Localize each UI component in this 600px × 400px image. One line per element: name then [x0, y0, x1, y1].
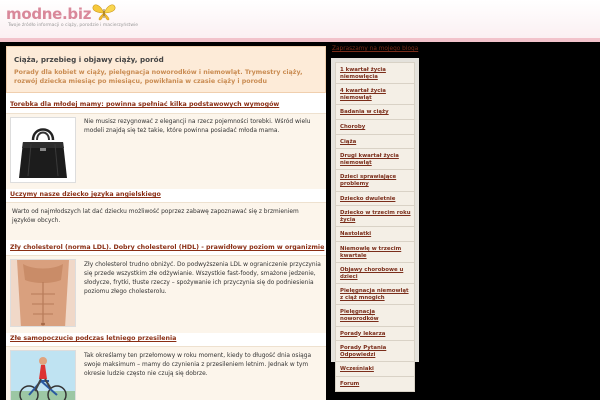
main-column: [6, 46, 326, 400]
article-title-link[interactable]: Torebka dla młodej mamy: powinna spełniać kilka podstawowych wymogów: [10, 101, 280, 108]
torso-icon: [11, 260, 75, 327]
article-item: [6, 333, 326, 400]
logo-text[interactable]: modne.biz: [6, 5, 92, 23]
article-body: [6, 255, 326, 333]
category-link[interactable]: 4 kwartał życia niemowląt: [340, 88, 386, 101]
category-link[interactable]: Drugi kwartał życia niemowląt: [340, 153, 399, 166]
category-link[interactable]: Dziecko dwuletnie: [340, 195, 396, 202]
butterfly-icon: [92, 3, 116, 21]
site-header: [0, 0, 600, 38]
article-title-link[interactable]: Uczymy nasze dziecko języka angielskiego: [10, 191, 161, 198]
category-link[interactable]: Wcześniaki: [340, 366, 374, 373]
category-item: [336, 135, 414, 150]
category-item: [336, 341, 414, 362]
intro-box: [6, 46, 326, 93]
category-item: [336, 63, 414, 84]
category-item: [336, 149, 414, 170]
category-item: [336, 327, 414, 342]
category-item: [336, 284, 414, 305]
category-link[interactable]: Pielęgnacja niemowląt z ciąż mnogich: [340, 288, 409, 301]
category-link[interactable]: Niemowlę w trzecim kwartale: [340, 245, 402, 259]
category-item: [336, 192, 414, 207]
category-item: [336, 377, 414, 391]
site-tagline: Twoje źródło informacji o ciąży, porodzie i macierzyństwie: [8, 23, 139, 28]
article-body: [6, 346, 326, 400]
category-link[interactable]: Dzieci sprawiające problemy: [340, 174, 397, 187]
category-item: [336, 305, 414, 326]
category-link[interactable]: Pielęgnacja noworodków: [340, 309, 379, 323]
category-link[interactable]: Forum: [340, 381, 360, 388]
cyclist-icon: [11, 351, 75, 400]
page-subtitle: Porady dla kobiet w ciąży, pielęgnacja noworodków i niemowląt. Trymestry ciąży, rozwój dziecka miesiąc po miesiącu, powikłania w czasie ciąży i porodu: [14, 69, 303, 85]
category-link[interactable]: Dziecko w trzecim roku życia: [340, 210, 411, 223]
category-item: [336, 242, 414, 263]
category-link[interactable]: Porady Pytania Odpowiedzi: [340, 345, 387, 358]
article-excerpt: Tak określamy ten przełomowy w roku moment, kiedy to długość dnia osiąga swoje maksimum – mamy do czynienia z przesileniem letnim. Jednak w tym okresie ludzie często nie czują się dobrze.: [84, 353, 312, 377]
category-item: [336, 263, 414, 284]
page-title: Ciąża, przebieg i objawy ciąży, poród: [14, 55, 164, 64]
article-excerpt: Warto od najmłodszych lat dać dziecku możliwość poprzez zabawę zapoznawać się z brzmieniem języków obcych.: [12, 209, 299, 224]
category-item: [336, 362, 414, 377]
article-title-link[interactable]: Złe samopoczucie podczas letniego przesilenia: [10, 335, 177, 342]
category-item: [336, 105, 414, 120]
article-item: [6, 189, 326, 241]
category-link[interactable]: Nastolatki: [340, 231, 372, 238]
site-logo[interactable]: [6, 3, 116, 23]
category-link[interactable]: Porady lekarza: [340, 330, 386, 337]
category-sidebar: [331, 58, 419, 388]
category-link[interactable]: Choroby: [340, 123, 366, 130]
category-item: [336, 206, 414, 227]
torso-image[interactable]: [10, 259, 76, 327]
article-item: [6, 242, 326, 332]
blog-invite-link[interactable]: Zapraszamy na mojego bloga: [332, 46, 419, 52]
article-body: [6, 202, 326, 240]
category-list: [335, 62, 415, 392]
article-excerpt: Nie musisz rezygnować z elegancji na rzecz pojemności torebki. Wśród wielu modeli znajdą się też takie, które powinna posiadać młoda mama.: [84, 119, 311, 134]
category-item: [336, 120, 414, 135]
category-link[interactable]: Badania w ciąży: [340, 109, 389, 116]
article-item: [6, 98, 326, 202]
category-item: [336, 170, 414, 191]
category-link[interactable]: Objawy chorobowe u dzieci: [340, 267, 404, 280]
article-title-link[interactable]: Zły cholesterol (norma LDL). Dobry cholesterol (HDL) - prawidłowy poziom w organizmie: [10, 244, 325, 251]
handbag-image[interactable]: [10, 117, 76, 183]
category-link[interactable]: 1 kwartał życia niemowlęcia: [340, 67, 386, 80]
article-excerpt: Zły cholesterol trudno obniżyć. Do podwyższenia LDL w ograniczenie przyczynia się przede wszystkim złe odżywianie. Wszystkie fast-foody, smażone jedzenie, słodycze, frytki, tłuste rzeczy – spożywanie ich przyczynia się do podniesienia poziomu złego cholesterolu.: [84, 262, 321, 295]
handbag-icon: [11, 118, 75, 182]
category-item: [336, 227, 414, 242]
cyclist-image[interactable]: [10, 350, 76, 400]
category-item: [336, 84, 414, 105]
category-link[interactable]: Ciąża: [340, 138, 357, 145]
